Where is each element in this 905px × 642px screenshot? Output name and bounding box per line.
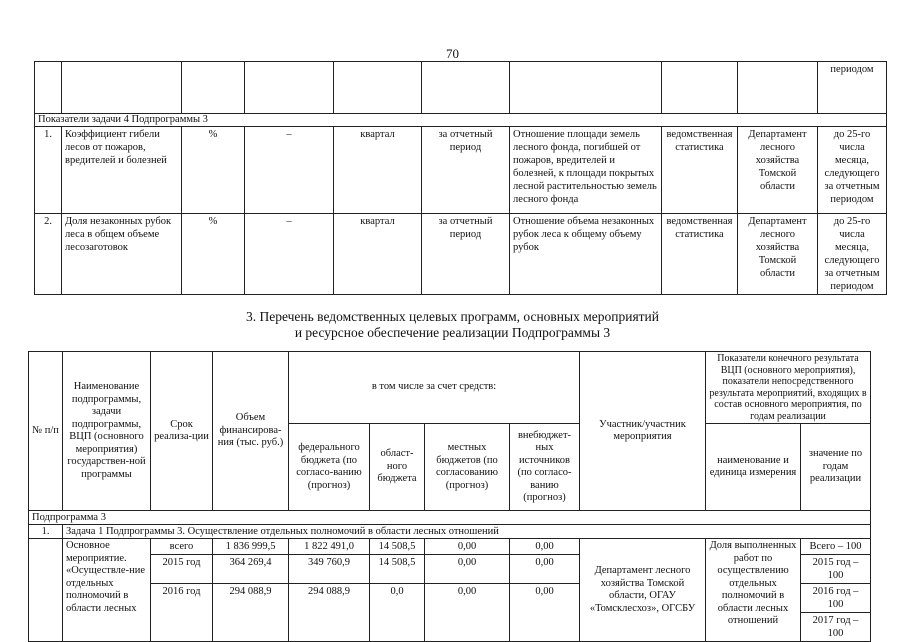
indicator-value: 2017 год – 100 (801, 613, 871, 642)
group-title: Показатели задачи 4 Подпрограммы 3 (35, 114, 887, 127)
header-indicators: Показатели конечного результата ВЦП (основного мероприятия), показатели непосредственного результата мероприятий, входящих в состав основного мероприятия, по годам реализации (706, 352, 871, 424)
indicator-value: Всего – 100 (801, 539, 871, 555)
indicators-table (34, 61, 887, 295)
event-name: Основное мероприятие. «Осуществле-ние отдельных полномочий в области лесных (63, 539, 151, 642)
cell-federal: 294 088,9 (289, 584, 370, 613)
subprogram-title: Подпрограмма 3 (29, 511, 871, 525)
cell-volume: 364 269,4 (213, 555, 289, 584)
cell-unit: % (182, 127, 245, 214)
cell-term: 2016 год (151, 584, 213, 613)
header-volume: Объем финансирова-ния (тыс. руб.) (213, 352, 289, 511)
cell-dash: – (245, 127, 334, 214)
cell-volume: 1 836 999,5 (213, 539, 289, 555)
header-local: местных бюджетов (по согласованию (прогноз) (425, 424, 510, 511)
table-row (35, 62, 887, 114)
table-row (29, 525, 871, 539)
indicator-name: Доля выполненных работ по осуществлению отдельных полномочий в области лесных отношений (706, 539, 801, 642)
cell-regional: 14 508,5 (370, 555, 425, 584)
indicator-value: 2016 год – 100 (801, 584, 871, 613)
table-row (35, 214, 887, 295)
cell-definition: Отношение объема незаконных рубок леса к общему объему рубок (510, 214, 662, 295)
cell-federal: 349 760,9 (289, 555, 370, 584)
task-title: Задача 1 Подпрограммы 3. Осуществление отдельных полномочий в области лесных отношений (63, 525, 871, 539)
cell-periodicity: квартал (334, 127, 422, 214)
header-federal: федерального бюджета (по согласо-ванию (прогноз) (289, 424, 370, 511)
section-title (0, 309, 905, 341)
section-title-line2: и ресурсное обеспечение реализации Подпрограммы 3 (294, 325, 611, 340)
cell-term: 2015 год (151, 555, 213, 584)
cell-base: за отчетный период (422, 127, 510, 214)
header-name: Наименование подпрограммы, задачи подпрограммы, ВЦП (основного мероприятия) государствен-ной программы (63, 352, 151, 511)
participant: Департамент лесного хозяйства Томской области, ОГАУ «Томсклесхоз», ОГСБУ (580, 539, 706, 642)
cell-term: всего (151, 539, 213, 555)
cell-source: ведомственная статистика (662, 214, 738, 295)
header-including: в том числе за счет средств: (289, 352, 580, 424)
header-participant: Участник/участник мероприятия (580, 352, 706, 511)
cell-num (29, 539, 63, 642)
cell-definition: Отношение площади земель лесного фонда, погибшей от пожаров, вредителей и болезней, к площади покрытых лесной растительностью земель лесного фонда (510, 127, 662, 214)
cell-num: 2. (35, 214, 62, 295)
cell-source: ведомственная статистика (662, 127, 738, 214)
header-term: Срок реализа-ции (151, 352, 213, 511)
header-row (29, 352, 871, 424)
table-row (29, 511, 871, 525)
cell-federal: 1 822 491,0 (289, 539, 370, 555)
section-title-line1: 3. Перечень ведомственных целевых программ, основных мероприятий (245, 309, 659, 324)
cell-deadline: периодом (818, 62, 887, 114)
cell-base: за отчетный период (422, 214, 510, 295)
task-num: 1. (29, 525, 63, 539)
header-indicator-value: значение по годам реализации (801, 424, 871, 511)
cell-responsible: Департамент лесного хозяйства Томской области (738, 127, 818, 214)
table-row (35, 114, 887, 127)
indicator-value: 2015 год – 100 (801, 555, 871, 584)
page-number: 70 (446, 46, 459, 61)
cell-dash: – (245, 214, 334, 295)
cell-unit: % (182, 214, 245, 295)
cell-extra: 0,00 (510, 539, 580, 555)
table-row (35, 127, 887, 214)
header-num: № п/п (29, 352, 63, 511)
cell-local: 0,00 (425, 555, 510, 584)
cell-extra: 0,00 (510, 584, 580, 613)
cell-local: 0,00 (425, 539, 510, 555)
header-regional: област-ного бюджета (370, 424, 425, 511)
cell-volume: 294 088,9 (213, 584, 289, 613)
cell-regional: 14 508,5 (370, 539, 425, 555)
header-extra: внебюджет-ных источников (по согласо-ванию (прогноз) (510, 424, 580, 511)
cell-num: 1. (35, 127, 62, 214)
table-row (29, 539, 871, 555)
cell-deadline: до 25-го числа месяца, следующего за отчетным периодом (818, 127, 887, 214)
cell-indicator-name: Коэффициент гибели лесов от пожаров, вредителей и болезней (62, 127, 182, 214)
cell-indicator-name: Доля незаконных рубок леса в общем объеме лесозаготовок (62, 214, 182, 295)
cell-regional: 0,0 (370, 584, 425, 613)
programs-table (28, 351, 871, 642)
cell-deadline: до 25-го числа месяца, следующего за отчетным периодом (818, 214, 887, 295)
cell-local: 0,00 (425, 584, 510, 613)
header-indicator-name: наименование и единица измерения (706, 424, 801, 511)
cell-extra: 0,00 (510, 555, 580, 584)
cell-periodicity: квартал (334, 214, 422, 295)
cell-responsible: Департамент лесного хозяйства Томской области (738, 214, 818, 295)
